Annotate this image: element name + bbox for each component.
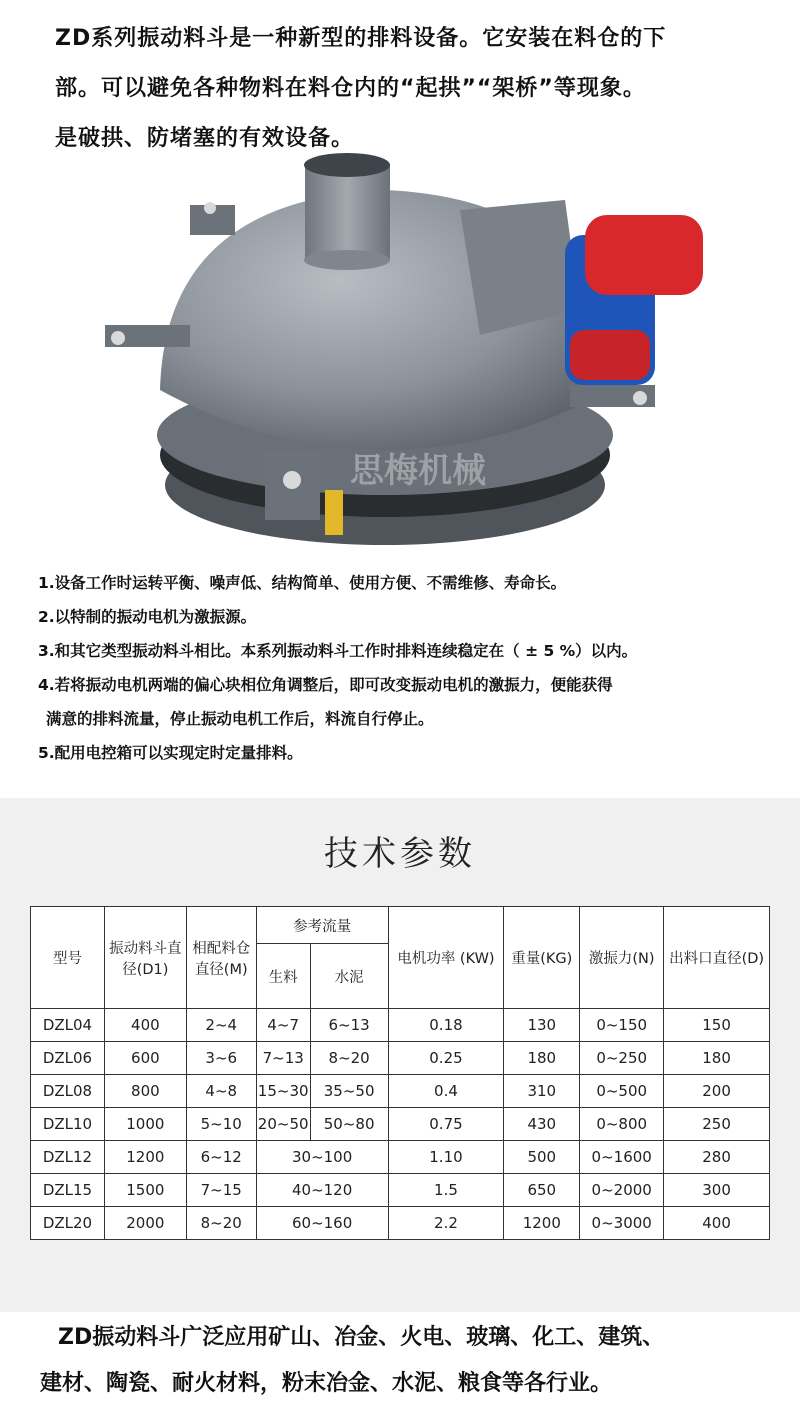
inlet-pipe-top xyxy=(304,153,390,177)
cell: 280 xyxy=(664,1141,770,1174)
table-row xyxy=(31,1075,770,1108)
cell: 130 xyxy=(504,1009,580,1042)
cell: 800 xyxy=(104,1075,186,1108)
cell: 2000 xyxy=(104,1207,186,1240)
bolt xyxy=(283,471,301,489)
table-row xyxy=(31,1108,770,1141)
cell: 40~120 xyxy=(256,1174,388,1207)
header-model: 型号 xyxy=(31,907,105,1009)
header-power: 电机功率 (KW) xyxy=(388,907,504,1009)
cell: 0.75 xyxy=(388,1108,504,1141)
vibration-motor-cap xyxy=(585,215,703,295)
cell: DZL10 xyxy=(31,1108,105,1141)
cell: 5~10 xyxy=(186,1108,256,1141)
cell: 200 xyxy=(664,1075,770,1108)
header-bin: 相配料仓直径(M) xyxy=(186,907,256,1009)
watermark: 思梅机械 xyxy=(350,451,486,491)
cell: 2.2 xyxy=(388,1207,504,1240)
cell: 180 xyxy=(664,1042,770,1075)
cell: 300 xyxy=(664,1174,770,1207)
intro-line: ZD系列振动料斗是一种新型的排料设备。它安装在料仓的下 xyxy=(55,26,667,51)
header-raw: 生料 xyxy=(256,944,310,1009)
header-cement: 水泥 xyxy=(310,944,388,1009)
cell: DZL04 xyxy=(31,1009,105,1042)
cell: 4~8 xyxy=(186,1075,256,1108)
feature-list xyxy=(38,566,788,770)
table-row xyxy=(31,1042,770,1075)
cell: 250 xyxy=(664,1108,770,1141)
bolt xyxy=(204,202,216,214)
bolt xyxy=(633,391,647,405)
cell: 50~80 xyxy=(310,1108,388,1141)
cell: 3~6 xyxy=(186,1042,256,1075)
cell: DZL06 xyxy=(31,1042,105,1075)
cell: 400 xyxy=(104,1009,186,1042)
cell: 400 xyxy=(664,1207,770,1240)
cell: 150 xyxy=(664,1009,770,1042)
intro-line: 是破拱、防堵塞的有效设备。 xyxy=(55,126,355,151)
cell: 0.25 xyxy=(388,1042,504,1075)
cell: DZL08 xyxy=(31,1075,105,1108)
spec-title: 技术参数 xyxy=(324,834,476,874)
header-flow: 参考流量 xyxy=(256,907,388,944)
feature-item: 满意的排料流量，停止振动电机工作后，料流自行停止。 xyxy=(46,710,434,728)
cell: 600 xyxy=(104,1042,186,1075)
cell: 35~50 xyxy=(310,1075,388,1108)
cell: 0~800 xyxy=(580,1108,664,1141)
cell: DZL12 xyxy=(31,1141,105,1174)
table-row xyxy=(31,1174,770,1207)
cell: 1.10 xyxy=(388,1141,504,1174)
feature-item: 2.以特制的振动电机为激振源。 xyxy=(38,608,257,626)
inlet-pipe-base xyxy=(304,250,390,270)
cell: 1200 xyxy=(104,1141,186,1174)
table-row xyxy=(31,1009,770,1042)
cell: 60~160 xyxy=(256,1207,388,1240)
bolt xyxy=(111,331,125,345)
cell: 1000 xyxy=(104,1108,186,1141)
feature-item: 1.设备工作时运转平衡、噪声低、结构简单、使用方便、不需维修、寿命长。 xyxy=(38,574,567,592)
cell: 6~13 xyxy=(310,1009,388,1042)
vibration-motor-cap-lower xyxy=(570,330,650,380)
intro-paragraph xyxy=(55,14,755,164)
header-weight: 重量(KG) xyxy=(504,907,580,1009)
cell: 7~15 xyxy=(186,1174,256,1207)
cell: 0.4 xyxy=(388,1075,504,1108)
intro-line: 部。可以避免各种物料在料仓内的“起拱”“架桥”等现象。 xyxy=(55,76,646,101)
cell: DZL20 xyxy=(31,1207,105,1240)
cell: 15~30 xyxy=(256,1075,310,1108)
vibrating-hopper-photo xyxy=(100,150,710,565)
cell: 1.5 xyxy=(388,1174,504,1207)
cell: 180 xyxy=(504,1042,580,1075)
cell: 7~13 xyxy=(256,1042,310,1075)
header-diameter: 振动料斗直径(D1) xyxy=(104,907,186,1009)
cell: 430 xyxy=(504,1108,580,1141)
warning-label xyxy=(325,490,343,535)
cell: 310 xyxy=(504,1075,580,1108)
cell: 2~4 xyxy=(186,1009,256,1042)
inlet-pipe xyxy=(305,165,390,260)
header-outlet: 出料口直径(D) xyxy=(664,907,770,1009)
cell: 0~150 xyxy=(580,1009,664,1042)
cell: 0~250 xyxy=(580,1042,664,1075)
outro-line: ZD振动料斗广泛应用矿山、冶金、火电、玻璃、化工、建筑、 xyxy=(58,1325,665,1350)
cell: 20~50 xyxy=(256,1108,310,1141)
cell: 8~20 xyxy=(186,1207,256,1240)
cell: 500 xyxy=(504,1141,580,1174)
cell: 0~1600 xyxy=(580,1141,664,1174)
cell: 8~20 xyxy=(310,1042,388,1075)
cell: 0~500 xyxy=(580,1075,664,1108)
table-row xyxy=(31,1141,770,1174)
feature-item: 5.配用电控箱可以实现定时定量排料。 xyxy=(38,744,303,762)
spec-table xyxy=(30,906,770,1240)
outro-line: 建材、陶瓷、耐火材料，粉末冶金、水泥、粮食等各行业。 xyxy=(40,1371,613,1396)
cell: 6~12 xyxy=(186,1141,256,1174)
cell: 4~7 xyxy=(256,1009,310,1042)
cell: 30~100 xyxy=(256,1141,388,1174)
cell: 1500 xyxy=(104,1174,186,1207)
feature-item: 4.若将振动电机两端的偏心块相位角调整后，即可改变振动电机的激振力，便能获得 xyxy=(38,676,613,694)
cell: 0~3000 xyxy=(580,1207,664,1240)
table-row xyxy=(31,1207,770,1240)
cell: 650 xyxy=(504,1174,580,1207)
feature-item: 3.和其它类型振动料斗相比。本系列振动料斗工作时排料连续稳定在（ ± 5 %）以内。 xyxy=(38,642,638,660)
cell: DZL15 xyxy=(31,1174,105,1207)
header-force: 激振力(N) xyxy=(580,907,664,1009)
application-paragraph xyxy=(40,1315,790,1407)
cell: 0.18 xyxy=(388,1009,504,1042)
cell: 0~2000 xyxy=(580,1174,664,1207)
cell: 1200 xyxy=(504,1207,580,1240)
